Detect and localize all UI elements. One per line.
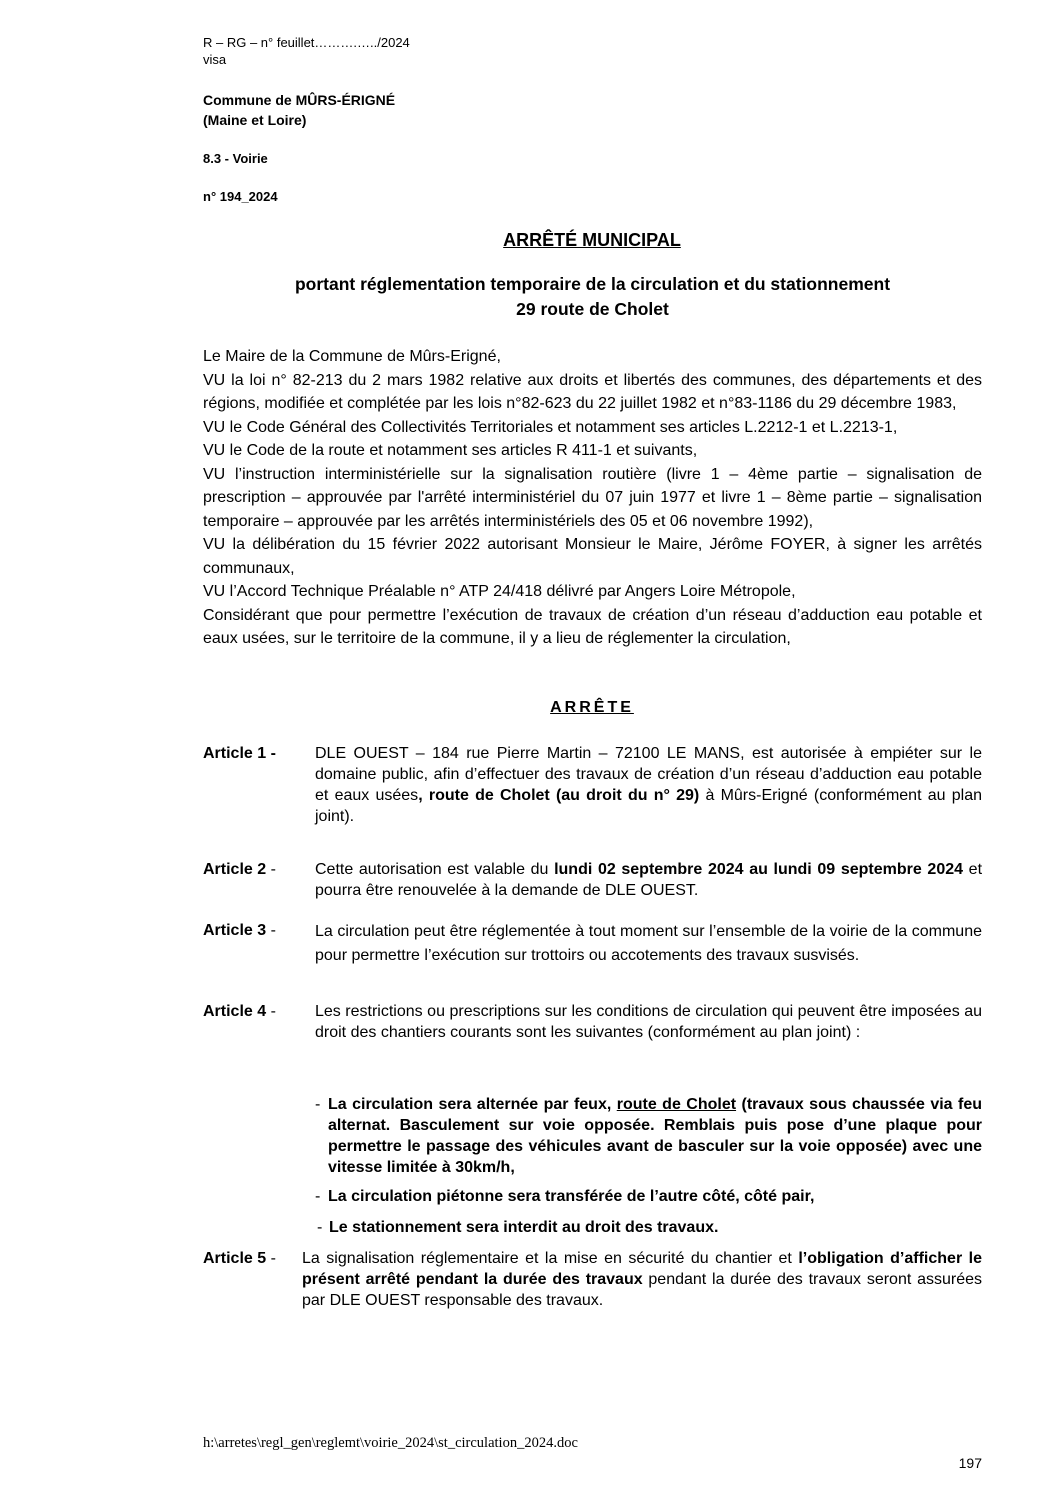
article-2-number: Article 2	[203, 861, 267, 878]
article-1-text	[315, 743, 982, 827]
department-name: (Maine et Loire)	[203, 112, 307, 128]
article-3-text: La circulation peut être réglementée à tout moment sur l’ensemble de la voirie de la commune pour permettre l’exécution sur trottoirs ou accotements des travaux susvisés.	[315, 923, 982, 964]
article-5-number: Article 5	[203, 1250, 267, 1267]
article-3-number: Article 3	[203, 922, 267, 939]
article-4-label	[203, 1001, 276, 1022]
page-title: ARRÊTÉ MUNICIPAL	[503, 230, 681, 250]
preamble-line: VU la délibération du 15 février 2022 autorisant Monsieur le Maire, Jérôme FOYER, à signer les arrêtés communaux,	[203, 536, 982, 577]
article-4-bullet-1	[315, 1094, 982, 1178]
category-label: 8.3 - Voirie	[203, 151, 268, 166]
decree-number: n° 194_2024	[203, 189, 278, 204]
bullet-text	[328, 1094, 982, 1178]
subtitle-line-2: 29 route de Cholet	[516, 299, 669, 319]
subtitle-line-1: portant réglementation temporaire de la circulation et du stationnement	[294, 274, 891, 294]
article-4-text: Les restrictions ou prescriptions sur les conditions de circulation qui peuvent être imposées au droit des chantiers courants sont les suivantes (conformément au plan joint) :	[315, 1003, 982, 1041]
preamble-line: VU le Code Général des Collectivités Territoriales et notamment ses articles L.2212-1 et L.2213-1,	[203, 418, 898, 436]
article-3-dash: -	[266, 922, 276, 939]
file-path: h:\arretes\regl_gen\reglemt\voirie_2024\st_circulation_2024.doc	[203, 1435, 578, 1451]
preamble-line: Considérant que pour permettre l’exécution de travaux de création d’un réseau d’adduction eau potable et eaux usées, sur le territoire de la commune, il y a lieu de réglementer la circulation,	[203, 606, 982, 647]
bullet-road-name: route de Cholet	[616, 1096, 737, 1113]
bullet-text-part: (travaux sous chaussée via feu alternat. Basculement sur voie opposée. Remblais puis pose d’une plaque pour permettre le passage des véhicules avant de basculer sur la voie opposée) avec une vitesse limitée à 30km/h,	[328, 1096, 983, 1176]
article-2-text-part: et pourra être renouvelée à la demande de DLE OUEST.	[315, 861, 983, 899]
article-5-dash: -	[266, 1250, 276, 1267]
article-1-text-part: DLE OUEST – 184 rue Pierre Martin – 72100 LE MANS, est autorisée à empiéter sur le domaine public, afin d’effectuer des travaux de création d’un réseau d’adduction eau potable et eaux usées	[315, 745, 982, 804]
commune-name: Commune de MÛRS-ÉRIGNÉ	[203, 92, 396, 108]
bullet-dash: -	[315, 1096, 321, 1113]
article-2-dates: lundi 02 septembre 2024 au lundi 09 septembre 2024	[554, 861, 964, 878]
preamble	[203, 345, 982, 651]
page-subtitle	[203, 272, 982, 322]
preamble-line: Le Maire de la Commune de Mûrs-Erigné,	[203, 348, 501, 365]
preamble-line: VU l’Accord Technique Préalable n° ATP 24/418 délivré par Angers Loire Métropole,	[203, 583, 796, 600]
article-1-location: , route de Cholet (au droit du n° 29)	[418, 787, 700, 804]
feuillet-line: R – RG – n° feuillet……….…../2024	[203, 35, 410, 50]
article-1-text-part: à Mûrs-Erigné (conformément au plan joint).	[315, 787, 983, 825]
commune-block	[203, 90, 395, 130]
arrete-heading: ARRÊTE	[550, 699, 634, 716]
document-reference	[203, 34, 410, 68]
article-5-text	[302, 1248, 982, 1311]
article-2-label	[203, 859, 276, 880]
preamble-line: VU l’instruction interministérielle sur la signalisation routière (livre 1 – 4ème partie – signalisation de prescription – approuvée par l'arrêté interministériel du 07 juin 1977 et livre 1 – 8ème partie – signalisation temporaire – approuvée par les arrêtés interministériels des 05 et 06 novembre 1992),	[203, 465, 982, 530]
article-1-label: Article 1 -	[203, 745, 276, 762]
bullet-text: Le stationnement sera interdit au droit des travaux.	[329, 1219, 719, 1236]
article-4-number: Article 4	[203, 1003, 267, 1020]
article-4-bullet-3	[317, 1217, 984, 1238]
article-5-label	[203, 1248, 276, 1269]
article-5-text-part: pendant la durée des travaux seront assurées par DLE OUEST responsable des travaux.	[302, 1271, 982, 1309]
article-3-label	[203, 920, 276, 941]
bullet-text: La circulation piétonne sera transférée de l’autre côté, côté pair,	[328, 1188, 815, 1205]
article-5-obligation: l’obligation d’afficher le présent arrêté pendant la durée des travaux	[302, 1250, 982, 1288]
article-2-text-part: Cette autorisation est valable du	[315, 861, 555, 878]
article-2-dash: -	[266, 861, 276, 878]
preamble-line: VU le Code de la route et notamment ses articles R 411-1 et suivants,	[203, 442, 698, 459]
bullet-text-part: La circulation sera alternée par feux,	[328, 1096, 617, 1113]
article-4-bullet-2	[315, 1186, 982, 1207]
preamble-line: VU la loi n° 82-213 du 2 mars 1982 relative aux droits et libertés des communes, des départements et des régions, modifiée et complétée par les lois n°82-623 du 22 juillet 1982 et n°83-1186 du 29 décembre 1983,	[203, 371, 982, 412]
page-number: 197	[958, 1455, 982, 1471]
article-4-dash: -	[266, 1003, 276, 1020]
article-2-text	[315, 859, 982, 901]
visa-line: visa	[203, 52, 227, 67]
bullet-dash: -	[317, 1219, 323, 1236]
article-5-text-part: La signalisation réglementaire et la mise en sécurité du chantier et	[302, 1250, 799, 1267]
bullet-dash: -	[315, 1188, 321, 1205]
